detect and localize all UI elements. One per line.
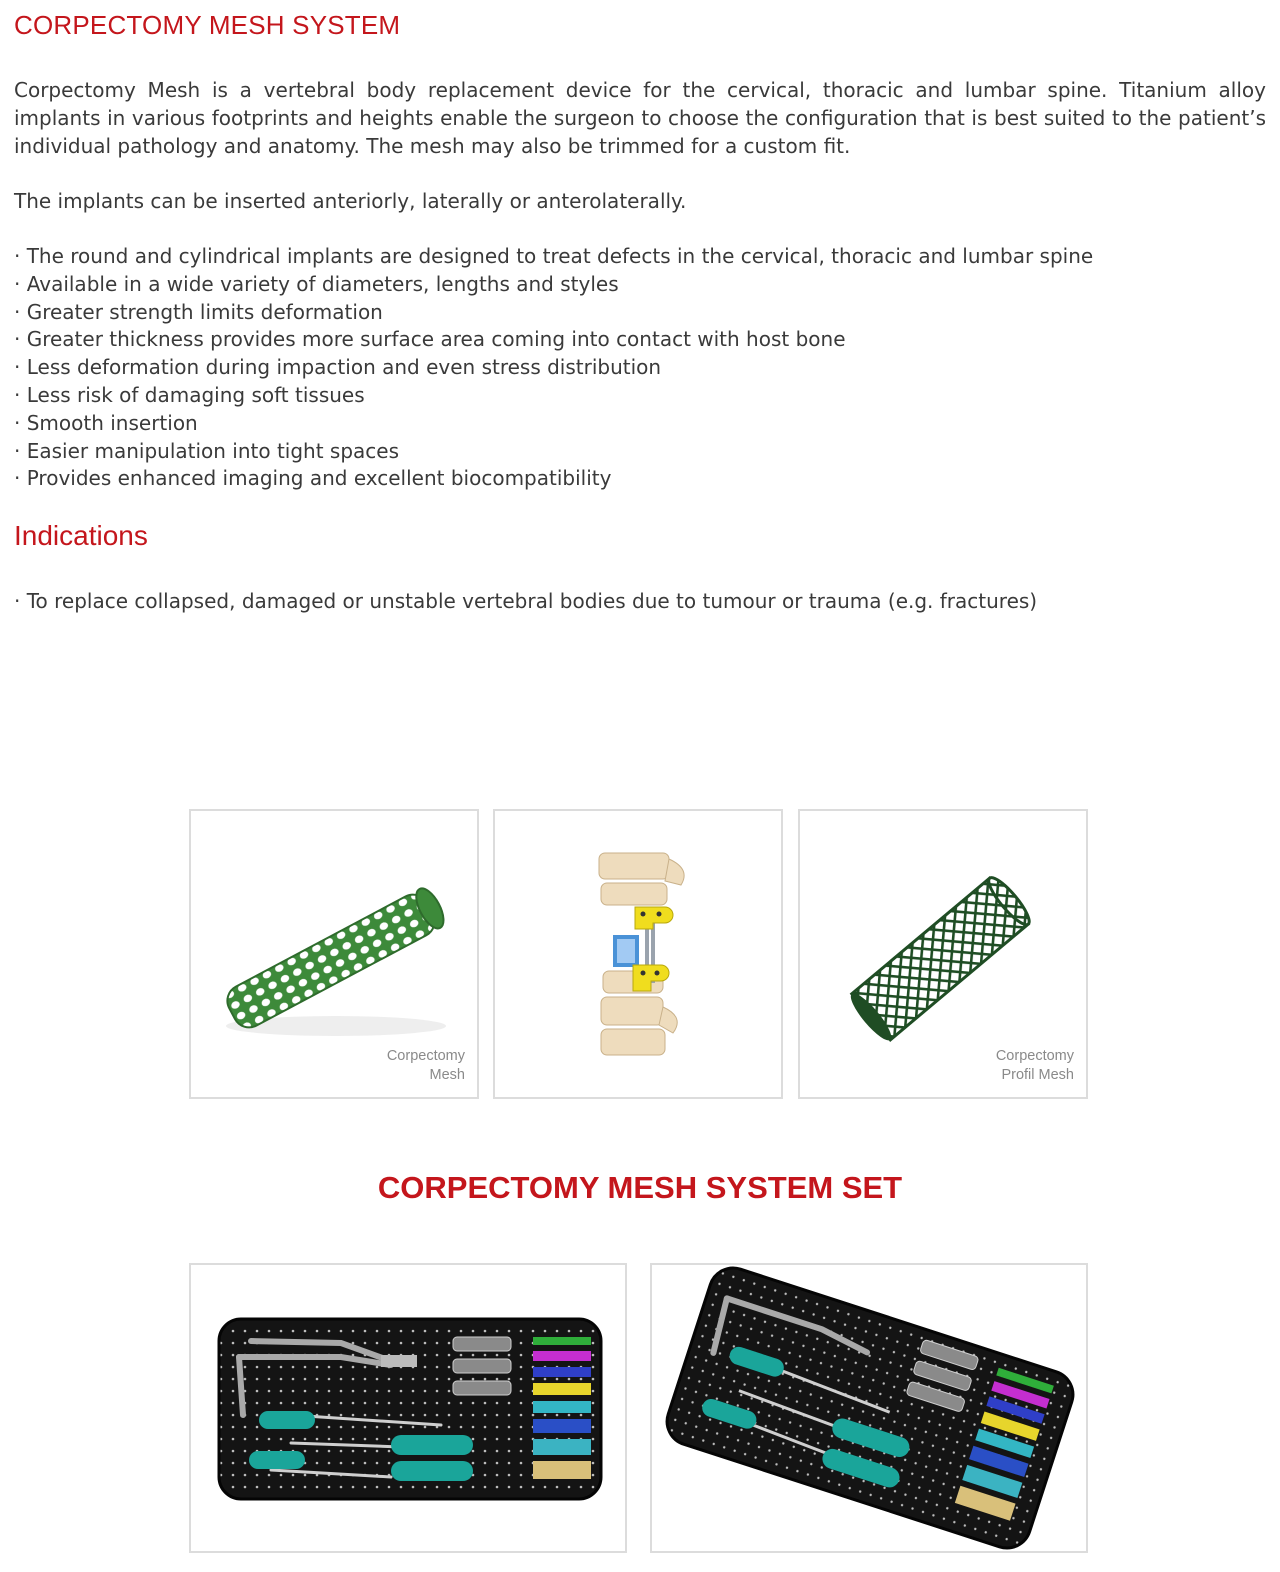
list-item: · Greater thickness provides more surface area coming into contact with host bone (14, 326, 1266, 354)
page-title: CORPECTOMY MESH SYSTEM (14, 10, 401, 40)
list-item: · The round and cylindrical implants are designed to treat defects in the cervical, thoracic and lumbar spine (14, 243, 1266, 271)
gallery-card-profil-mesh[interactable] (798, 809, 1088, 1099)
instrument-tray-icon (191, 1265, 625, 1551)
list-item: · Greater strength limits deformation (14, 299, 1266, 327)
list-item: · Less deformation during impaction and even stress distribution (14, 354, 1266, 382)
list-item: · To replace collapsed, damaged or unstable vertebral bodies due to tumour or trauma (e.g. fractures) (14, 588, 1266, 616)
set-image-card-angle[interactable] (650, 1263, 1088, 1553)
instrument-tray-angled-icon (652, 1265, 1086, 1551)
spine-implant-icon (495, 811, 781, 1097)
indications-list (14, 588, 1266, 616)
gallery-card-mesh[interactable] (189, 809, 479, 1099)
feature-list (14, 243, 1266, 493)
gallery-caption: Corpectomy Profil Mesh (995, 1048, 1074, 1083)
gallery-caption: Corpectomy Mesh (386, 1048, 465, 1083)
list-item: · Easier manipulation into tight spaces (14, 438, 1266, 466)
list-item: · Less risk of damaging soft tissues (14, 382, 1266, 410)
list-item: · Smooth insertion (14, 410, 1266, 438)
gallery-card-spine[interactable] (493, 809, 783, 1099)
intro-paragraph: Corpectomy Mesh is a vertebral body replacement device for the cervical, thoracic and lumbar spine. Titanium alloy implants in various footprints and heights enable the surgeon to choose the configuration that is best suited to the patient’s individual pathology and anatomy. The mesh may also be trimmed for a custom fit. (14, 78, 1266, 158)
list-item: · Provides enhanced imaging and excellent biocompatibility (14, 465, 1266, 493)
set-image-card-front[interactable] (189, 1263, 627, 1553)
insertion-paragraph: The implants can be inserted anteriorly, laterally or anterolaterally. (14, 189, 687, 213)
set-section-title: CORPECTOMY MESH SYSTEM SET (377, 1170, 903, 1205)
list-item: · Available in a wide variety of diameters, lengths and styles (14, 271, 1266, 299)
indications-heading: Indications (14, 520, 148, 551)
